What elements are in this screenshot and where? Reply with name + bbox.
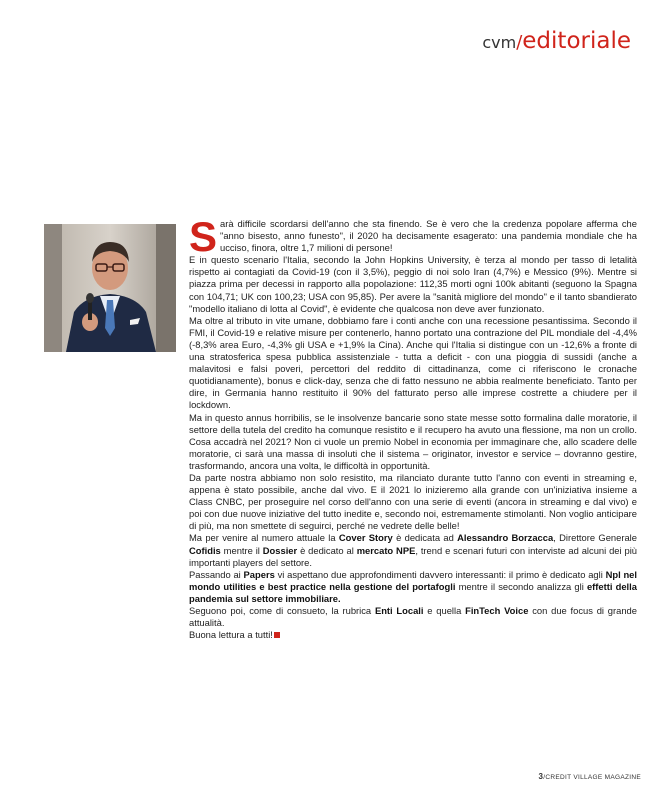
paragraph-8: [189, 605, 637, 629]
p6-text-5: è dedicato al: [297, 544, 357, 556]
paragraph-4: Ma in questo annus horribilis, se le insolvenze bancarie sono state messe sotto formalina dalle moratorie, il settore della tutela del credito ha comunque resistito e il recupero ha avuto una flessione, ma non un crollo. Cosa accadrà nel 2021? Non ci vuole un premio Nobel in economia per immaginare che, allo scadere delle moratorie, ci sarà una massa di insoluti che il sistema – originator, investor e service – dovranno gestire, trasformando, ancora una volta, le difficoltà in opportunità.: [189, 411, 637, 471]
end-mark-icon: [274, 632, 280, 638]
pandemic-topic: effetti della pandemia sul settore immobiliare.: [189, 580, 637, 604]
paragraph-9: [189, 629, 637, 641]
paragraph-7: [189, 569, 637, 605]
paragraph-1: [189, 213, 637, 260]
p8-text-1: Seguono poi, come di consueto, la rubrica: [189, 605, 375, 616]
p7-text-2: vi aspettano due approfondimenti davvero interessanti: il primo è dedicato agli: [274, 568, 606, 580]
npe-market-term: mercato NPE: [356, 544, 416, 556]
npl-topic: Npl nel mondo utilities e best practice nella gestione del portafogli: [189, 568, 637, 592]
paragraph-3: Ma oltre al tributo in vite umane, dobbiamo fare i conti anche con una recessione pesantissima. Secondo il FMI, il Covid-19 e relative misure per contenerlo, hanno portato una contrazione del PIL mondiale del -4,4% (-8,3% area Euro, -4,3% gli USA e +1,9% la Cina). Anche qui l'Italia si distingue con un -12,6% a fronte di una stratosferica spesa pubblica assistenziale - tutta a deficit - con una pioggia di sussidi (anche a malavitosi e falsi poveri, percettori del reddito di cittadinanza, come ci riferiscono le cronache quotidianamente), bonus e click-day, senza che di fatto nessuno ne abbia realmente beneficiato. Tanto per dire, in Germania hanno restituito il 90% del fatturato perso alle imprese costrette a chiudere per il lockdown.: [189, 314, 637, 411]
p6-text-4: mentre il: [220, 544, 263, 556]
paragraph-6: [189, 532, 637, 568]
fintech-voice-term: FinTech Voice: [465, 605, 529, 616]
editorial-article: [189, 213, 637, 641]
p8-text-3: con due focus di grande attualità.: [189, 605, 637, 629]
cover-person-name: Alessandro Borzacca: [457, 532, 554, 544]
papers-term: Papers: [243, 568, 275, 580]
paragraph-5: Da parte nostra abbiamo non solo resistito, ma rilanciato durante tutto l'anno con eventi in streaming e, appena è stato possibile, anche dal vivo. E il 2021 lo inizieremo alla grande con un'iniziativa insieme a Class CNBC, per proseguire nel corso dell'anno con una serie di eventi (ancora in streaming e dal vivo) e poi con due nuove iniziative del tutto inedite e, secondo noi, estremamente stimolanti. Non voglio anticipare di più, ma non smettete di seguirci, perché ne vedrete delle belle!: [189, 471, 637, 532]
header-slash: /: [516, 32, 523, 53]
author-photo: [44, 224, 176, 352]
footer-slash: /: [543, 774, 546, 781]
header-prefix: cvm: [482, 33, 517, 52]
magazine-name: CREDIT VILLAGE MAGAZINE: [545, 774, 641, 781]
cover-story-term: Cover Story: [338, 532, 393, 544]
header-title: editoriale: [522, 28, 631, 54]
paragraph-1-text: arà difficile scordarsi dell'anno che sta finendo. Se è vero che la credenza popolare afferma che "anno bisesto, anno funesto", il 2020 ha decisamente esagerato: una pandemia mondiale che ha ucciso, finora, oltre 1,7 milioni di persone!: [220, 218, 637, 254]
p6-text-3: , Direttore Generale: [553, 532, 637, 544]
p7-text-1: Passando ai: [189, 568, 244, 580]
company-name: Cofidis: [189, 544, 221, 556]
paragraph-2: E in questo scenario l'Italia, secondo la John Hopkins University, è terza al mondo per tasso di letalità rispetto ai contagiati da Covid-19 (con il 3,5%), peggio di noi solo Iran (4,7%) e Messico (9%). Mentre si piazza prima per decessi in rapporto alla popolazione: 112,35 morti ogni 100k abitanti (seguono la Spagna con 104,71; UK con 100,23; USA con 95,85). Per avere la "sanità migliore del mondo" e il tanto sbandierato "modello italiano di lotta al Covid", è evidente che qualcosa non deve aver funzionato.: [189, 254, 637, 314]
author-portrait-image: [44, 224, 176, 352]
p7-text-3: mentre il secondo analizza gli: [455, 580, 587, 592]
page-number: 3: [538, 772, 544, 781]
drop-cap: S: [189, 213, 218, 260]
dossier-term: Dossier: [262, 544, 298, 556]
page-footer: [539, 772, 642, 781]
p6-text-2: è dedicata ad: [392, 532, 458, 544]
section-header: [482, 28, 631, 54]
p6-text-6: , trend e scenari futuri con interviste ad alcuni dei più importanti players del settore.: [189, 544, 637, 568]
p8-text-2: e quella: [423, 605, 466, 616]
enti-locali-term: Enti Locali: [374, 605, 424, 616]
p6-text-1: Ma per venire al numero attuale la: [189, 532, 339, 544]
closing-line: Buona lettura a tutti!: [189, 629, 273, 641]
